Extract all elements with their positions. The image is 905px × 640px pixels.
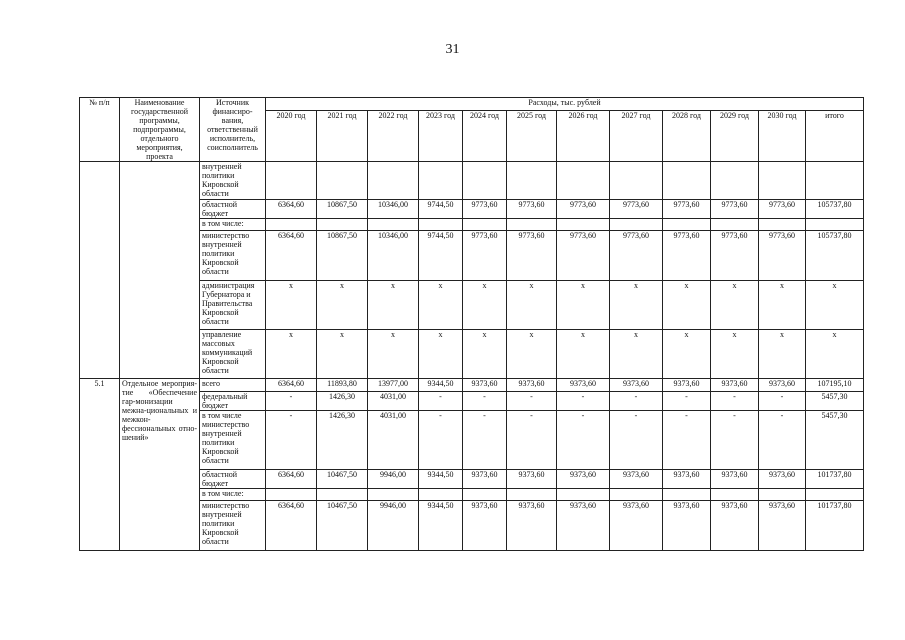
value-cell: х (557, 281, 610, 330)
value-cell: - (266, 411, 317, 470)
value-cell: - (663, 392, 711, 411)
value-cell: 9344,50 (419, 470, 463, 489)
value-cell (711, 489, 759, 501)
value-cell: х (266, 330, 317, 379)
value-cell: - (419, 411, 463, 470)
value-cell: 9373,60 (711, 470, 759, 489)
value-cell: 4031,00 (368, 392, 419, 411)
item-number: 5.1 (80, 379, 120, 551)
header-name: Наименование государственной программы, подпрограммы, отдельного мероприятия, проекта (120, 98, 200, 162)
value-cell (610, 489, 663, 501)
value-cell: - (463, 392, 507, 411)
value-cell: 9373,60 (463, 501, 507, 551)
value-cell: х (463, 281, 507, 330)
value-cell: 9773,60 (463, 200, 507, 219)
value-cell: 9373,60 (663, 501, 711, 551)
item-name: Отдельное мероприя-тие «Обеспечение гар-монизации межна-циональных и межкон-фессиональных отно-шений» (120, 379, 200, 551)
value-cell: - (266, 392, 317, 411)
table-body (80, 162, 864, 551)
value-cell: х (463, 330, 507, 379)
value-cell: х (663, 281, 711, 330)
value-cell: 9373,60 (711, 501, 759, 551)
source-cell: управление массовых коммуникаций Кировской области (200, 330, 266, 379)
num-cell (80, 162, 120, 379)
value-cell (266, 489, 317, 501)
source-cell: областной бюджет (200, 200, 266, 219)
value-cell: 9773,60 (663, 231, 711, 281)
header-year: 2020 год (266, 110, 317, 161)
source-cell: всего (200, 379, 266, 392)
source-cell: администрация Губернатора и Правительства Кировской области (200, 281, 266, 330)
value-cell: 10346,00 (368, 231, 419, 281)
value-cell: 1426,30 (317, 392, 368, 411)
value-cell: 9373,60 (663, 379, 711, 392)
value-cell: - (463, 411, 507, 470)
value-cell: 101737,80 (806, 470, 864, 489)
value-cell: х (557, 330, 610, 379)
header-year: 2030 год (759, 110, 806, 161)
value-cell (759, 219, 806, 231)
value-cell: 9373,60 (557, 470, 610, 489)
header-year: 2022 год (368, 110, 419, 161)
value-cell: 9773,60 (759, 200, 806, 219)
value-cell: 9773,60 (711, 231, 759, 281)
value-cell: х (806, 281, 864, 330)
value-cell (317, 489, 368, 501)
header-year: 2024 год (463, 110, 507, 161)
value-cell: х (507, 330, 557, 379)
value-cell (368, 219, 419, 231)
value-cell: х (419, 330, 463, 379)
value-cell (610, 219, 663, 231)
value-cell: х (419, 281, 463, 330)
header-year: 2028 год (663, 110, 711, 161)
value-cell: 9373,60 (463, 379, 507, 392)
value-cell: 10346,00 (368, 200, 419, 219)
value-cell: 9744,50 (419, 231, 463, 281)
budget-table (79, 97, 864, 551)
value-cell (557, 219, 610, 231)
value-cell (663, 489, 711, 501)
source-cell: министерство внутренней политики Кировской области (200, 501, 266, 551)
name-cell (120, 162, 200, 379)
value-cell: 13977,00 (368, 379, 419, 392)
value-cell: х (507, 281, 557, 330)
value-cell: 9773,60 (663, 200, 711, 219)
value-cell: 5457,30 (806, 392, 864, 411)
source-cell: министерство внутренней политики Кировской области (200, 231, 266, 281)
value-cell: 9373,60 (557, 501, 610, 551)
value-cell (463, 162, 507, 200)
header-year: 2026 год (557, 110, 610, 161)
value-cell: х (663, 330, 711, 379)
value-cell (266, 219, 317, 231)
value-cell: - (557, 392, 610, 411)
value-cell: 9773,60 (711, 200, 759, 219)
value-cell (507, 219, 557, 231)
value-cell: 9373,60 (507, 470, 557, 489)
value-cell: х (759, 281, 806, 330)
table-row (80, 379, 864, 392)
source-cell: в том числе: (200, 489, 266, 501)
value-cell: 9946,00 (368, 470, 419, 489)
value-cell: 5457,30 (806, 411, 864, 470)
value-cell: 9744,50 (419, 200, 463, 219)
header-num: № п/п (80, 98, 120, 162)
value-cell: 9373,60 (663, 470, 711, 489)
value-cell (759, 162, 806, 200)
value-cell (419, 489, 463, 501)
value-cell: 9773,60 (463, 231, 507, 281)
value-cell: 6364,60 (266, 501, 317, 551)
value-cell: 9373,60 (610, 379, 663, 392)
source-cell: в том числе: (200, 219, 266, 231)
value-cell: 9373,60 (610, 501, 663, 551)
value-cell: 9373,60 (507, 379, 557, 392)
value-cell: х (368, 330, 419, 379)
value-cell: - (507, 392, 557, 411)
value-cell (806, 489, 864, 501)
value-cell (463, 489, 507, 501)
value-cell (711, 219, 759, 231)
header-expenses: Расходы, тыс. рублей (266, 98, 864, 111)
table-row (80, 162, 864, 200)
value-cell: х (610, 281, 663, 330)
value-cell: 10467,50 (317, 501, 368, 551)
value-cell: 9344,50 (419, 379, 463, 392)
source-cell: внутренней политики Кировской области (200, 162, 266, 200)
value-cell: 9373,60 (507, 501, 557, 551)
value-cell: - (419, 392, 463, 411)
header-year: итого (806, 110, 864, 161)
header-source: Источник финансиро-вания, ответственный исполнитель, соисполнитель (200, 98, 266, 162)
value-cell: 9773,60 (759, 231, 806, 281)
value-cell: 9773,60 (610, 200, 663, 219)
value-cell: 105737,80 (806, 200, 864, 219)
value-cell: 11893,80 (317, 379, 368, 392)
value-cell: 9773,60 (610, 231, 663, 281)
value-cell (463, 219, 507, 231)
value-cell: 9373,60 (463, 470, 507, 489)
value-cell: 4031,00 (368, 411, 419, 470)
value-cell (711, 162, 759, 200)
value-cell: 9946,00 (368, 501, 419, 551)
value-cell: - (711, 392, 759, 411)
value-cell (419, 219, 463, 231)
value-cell: - (759, 392, 806, 411)
value-cell (557, 489, 610, 501)
value-cell: х (368, 281, 419, 330)
value-cell: - (507, 411, 557, 470)
value-cell: - (711, 411, 759, 470)
header-year: 2023 год (419, 110, 463, 161)
value-cell: - (759, 411, 806, 470)
value-cell (663, 162, 711, 200)
value-cell: 9773,60 (557, 200, 610, 219)
value-cell: 6364,60 (266, 470, 317, 489)
page-number: 31 (445, 42, 460, 57)
value-cell: 6364,60 (266, 379, 317, 392)
value-cell (557, 162, 610, 200)
value-cell (317, 162, 368, 200)
value-cell: х (711, 281, 759, 330)
value-cell (806, 162, 864, 200)
value-cell: 10867,50 (317, 200, 368, 219)
value-cell: х (266, 281, 317, 330)
header-year: 2025 год (507, 110, 557, 161)
value-cell: 9344,50 (419, 501, 463, 551)
value-cell: х (759, 330, 806, 379)
value-cell (759, 489, 806, 501)
value-cell (368, 162, 419, 200)
value-cell: х (317, 281, 368, 330)
value-cell: х (317, 330, 368, 379)
value-cell: 6364,60 (266, 231, 317, 281)
value-cell: 6364,60 (266, 200, 317, 219)
value-cell: 107195,10 (806, 379, 864, 392)
header-year: 2027 год (610, 110, 663, 161)
value-cell: 10867,50 (317, 231, 368, 281)
source-cell: федеральный бюджет (200, 392, 266, 411)
value-cell: 101737,80 (806, 501, 864, 551)
value-cell (663, 219, 711, 231)
value-cell (806, 219, 864, 231)
value-cell: 9773,60 (507, 200, 557, 219)
value-cell: 9373,60 (759, 501, 806, 551)
source-cell: областной бюджет (200, 470, 266, 489)
value-cell: - (663, 411, 711, 470)
value-cell: - (557, 411, 610, 470)
value-cell (317, 219, 368, 231)
value-cell (610, 162, 663, 200)
value-cell: - (610, 411, 663, 470)
value-cell: 9773,60 (507, 231, 557, 281)
value-cell: х (806, 330, 864, 379)
value-cell: 9773,60 (557, 231, 610, 281)
value-cell: 1426,30 (317, 411, 368, 470)
value-cell: х (711, 330, 759, 379)
value-cell: 9373,60 (610, 470, 663, 489)
header-year: 2029 год (711, 110, 759, 161)
header-year: 2021 год (317, 110, 368, 161)
value-cell (507, 489, 557, 501)
value-cell (368, 489, 419, 501)
value-cell: 105737,80 (806, 231, 864, 281)
value-cell: 9373,60 (759, 470, 806, 489)
value-cell (419, 162, 463, 200)
source-cell: в том числе министерство внутренней политики Кировской области (200, 411, 266, 470)
value-cell: х (610, 330, 663, 379)
value-cell (507, 162, 557, 200)
value-cell (266, 162, 317, 200)
value-cell: - (610, 392, 663, 411)
value-cell: 9373,60 (759, 379, 806, 392)
value-cell: 9373,60 (711, 379, 759, 392)
value-cell: 10467,50 (317, 470, 368, 489)
value-cell: 9373,60 (557, 379, 610, 392)
